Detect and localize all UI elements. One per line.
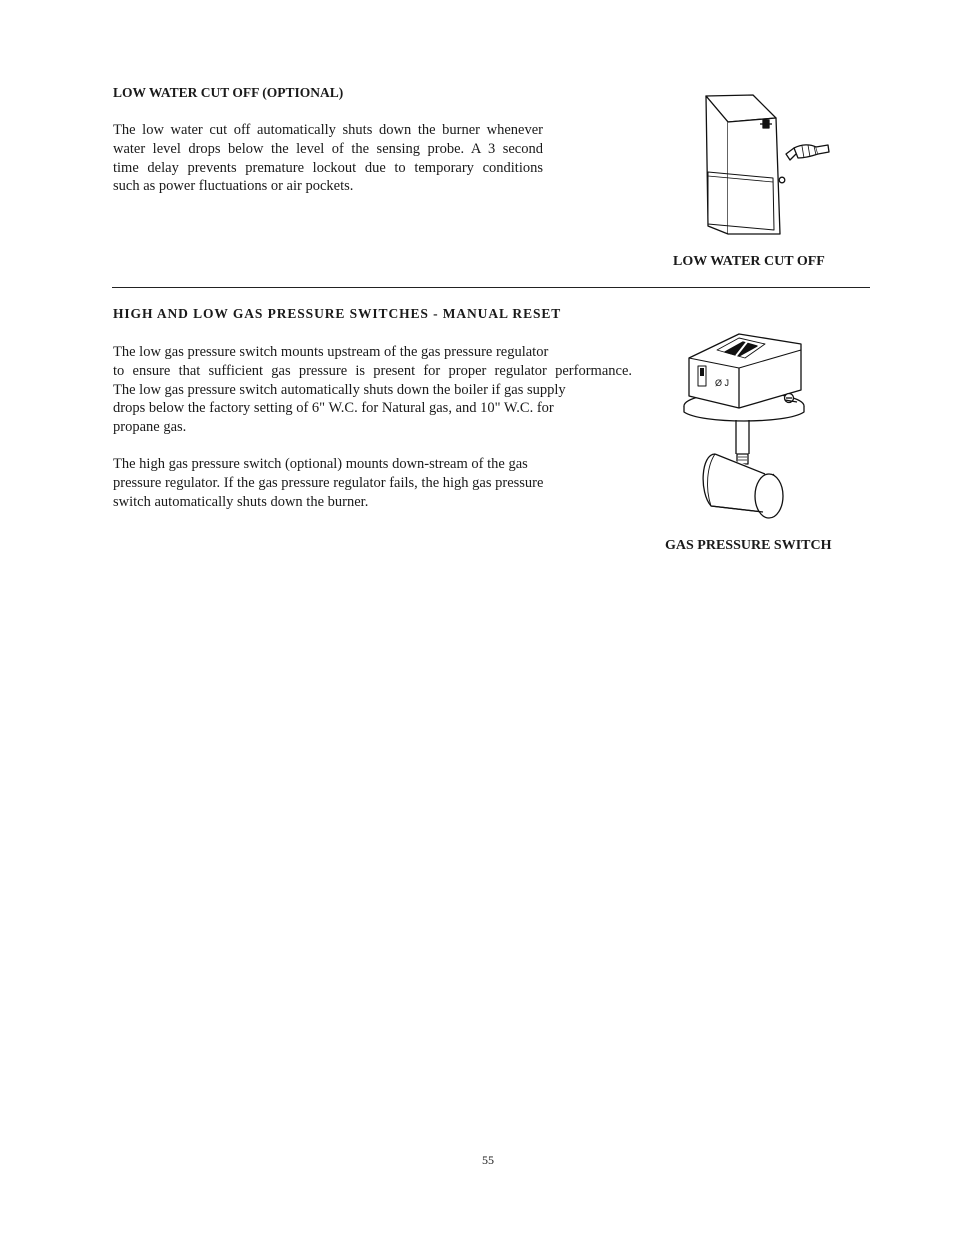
text-line: The low water cut off automatically shuts down the burner whenever xyxy=(113,122,543,138)
text-line: switch automatically shuts down the burner. xyxy=(113,493,369,510)
low-water-cutoff-description xyxy=(113,121,543,196)
text-line: drops below the factory setting of 6" W.C. for Natural gas, and 10" W.C. for xyxy=(113,400,554,417)
text-line: to ensure that sufficient gas pressure is present for proper regulator performance. xyxy=(113,362,632,379)
gas-pressure-switch-illustration xyxy=(681,316,813,520)
svg-text:Ø J: Ø J xyxy=(715,378,730,388)
text-line: The high gas pressure switch (optional) mounts down-stream of the gas xyxy=(113,456,528,472)
section-divider xyxy=(112,287,870,288)
low-water-cutoff-caption: LOW WATER CUT OFF xyxy=(673,254,825,269)
text-line: water level drops below the level of the sensing probe. A 3 second xyxy=(113,140,543,157)
gas-pressure-switches-heading: HIGH AND LOW GAS PRESSURE SWITCHES - MANUAL RESET xyxy=(113,306,562,321)
gas-pressure-switch-description-2 xyxy=(113,455,593,511)
low-water-cutoff-illustration xyxy=(698,92,838,237)
text-line: The low gas pressure switch mounts upstream of the gas pressure regulator xyxy=(113,344,549,360)
text-line: The low gas pressure switch automatically shuts down the boiler if gas supply xyxy=(113,381,566,398)
text-line: such as power fluctuations or air pockets. xyxy=(113,178,354,195)
text-line: propane gas. xyxy=(113,419,187,436)
page-number: 55 xyxy=(482,1153,494,1167)
gas-pressure-switch-caption: GAS PRESSURE SWITCH xyxy=(665,538,832,553)
text-line: pressure regulator. If the gas pressure regulator fails, the high gas pressure xyxy=(113,474,544,491)
text-line: time delay prevents premature lockout due to temporary conditions xyxy=(113,159,543,176)
gas-pressure-switch-description-1 xyxy=(113,343,632,437)
low-water-cutoff-heading: LOW WATER CUT OFF (OPTIONAL) xyxy=(113,85,344,100)
